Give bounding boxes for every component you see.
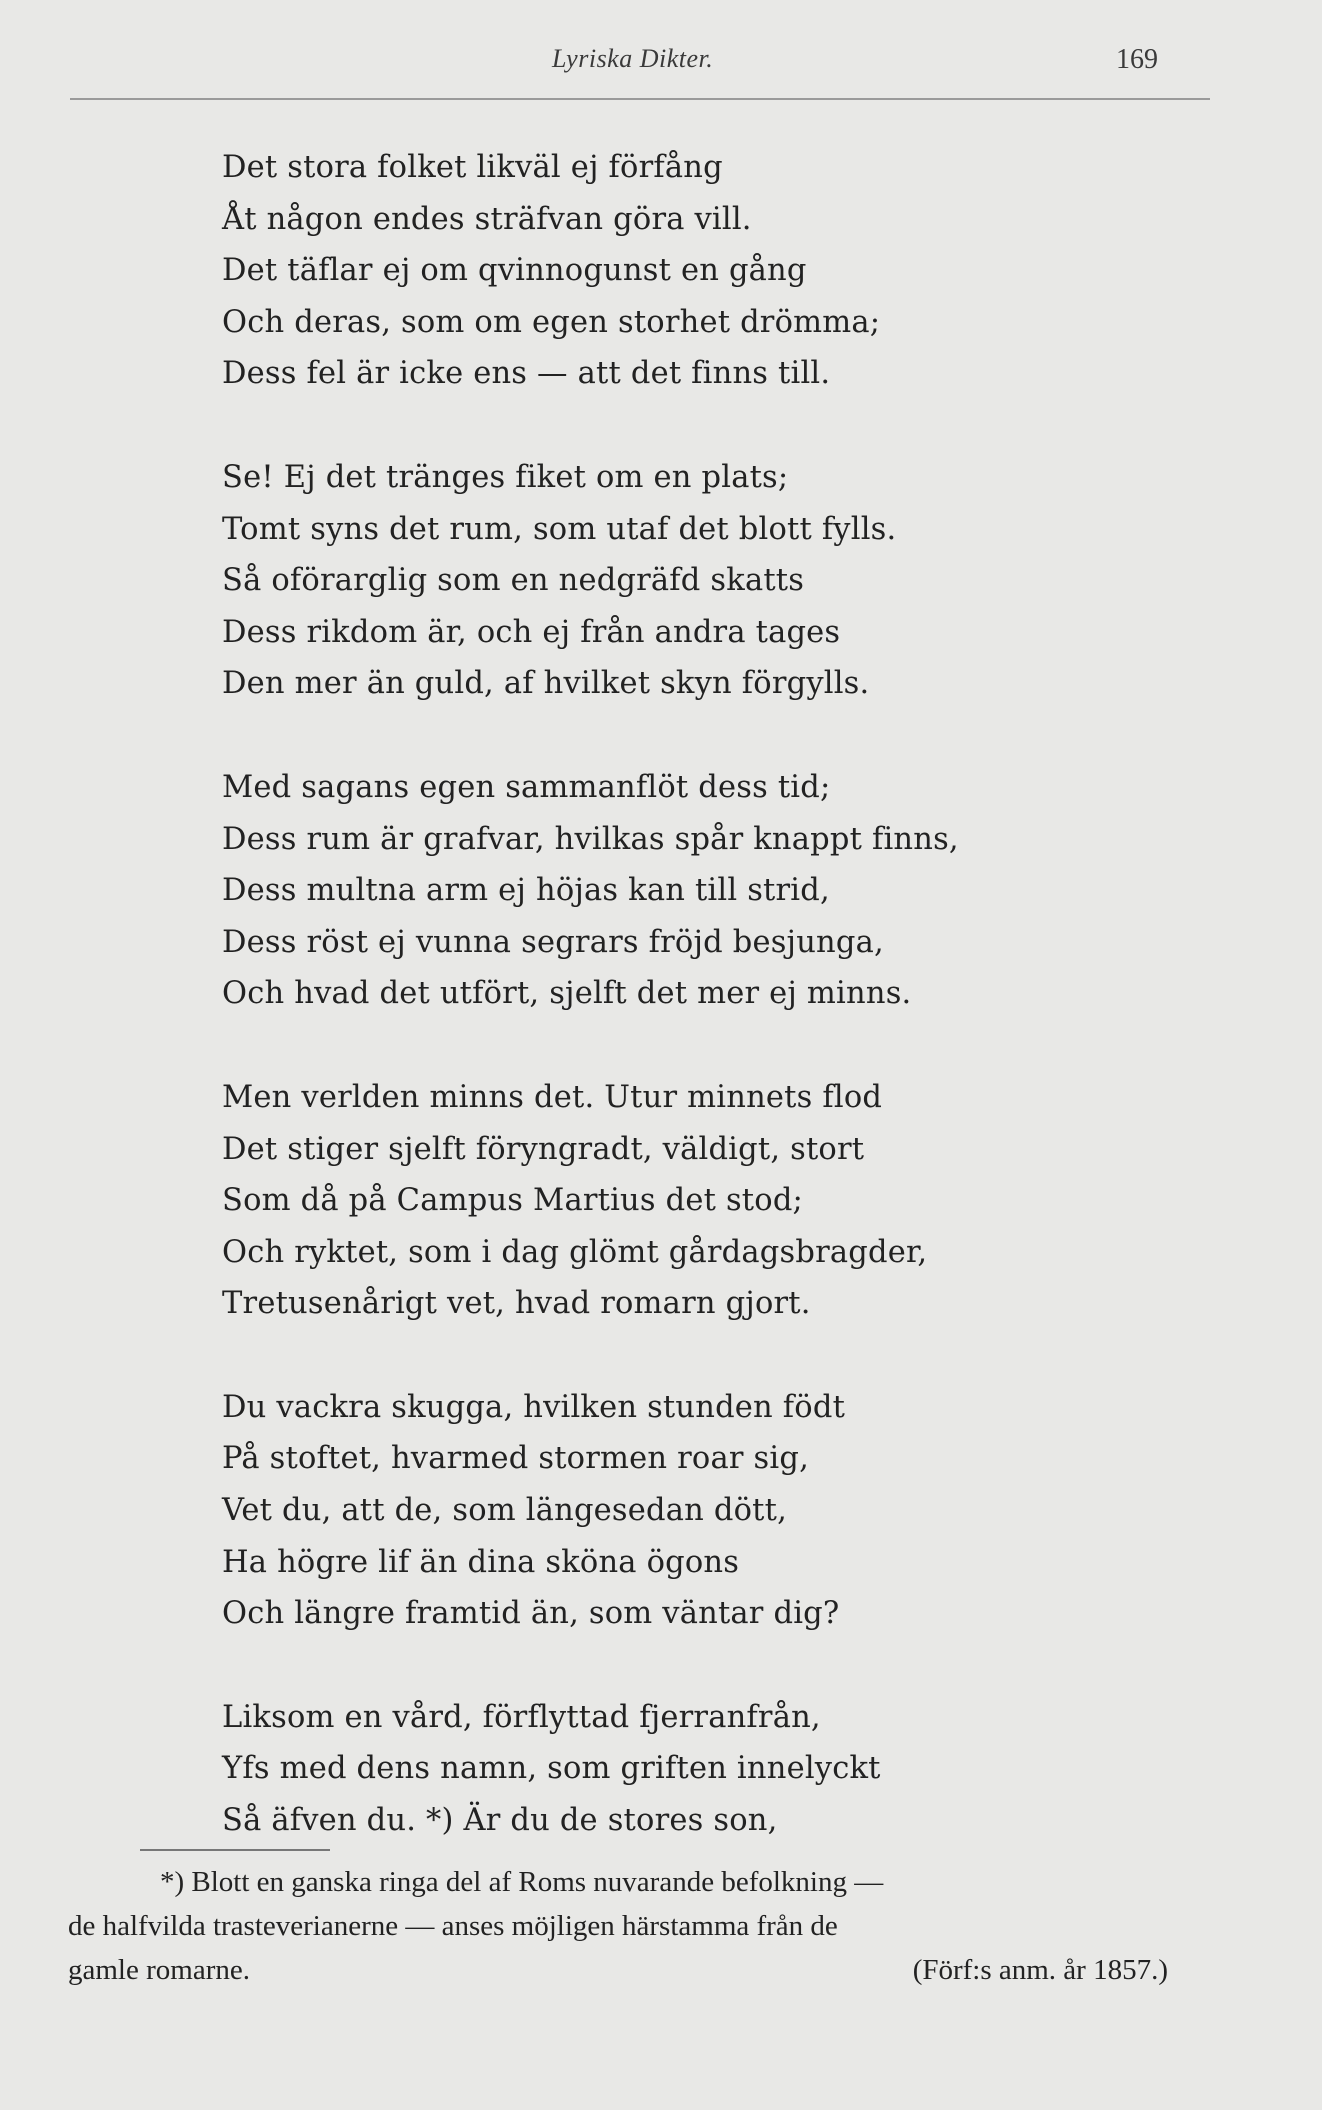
footnote-rule	[140, 1849, 330, 1851]
verse-line: Det täflar ej om qvinnogunst en gång	[222, 253, 807, 289]
verse-line: Dess rum är grafvar, hvilkas spår knappt finns,	[222, 821, 959, 857]
header-rule	[70, 98, 1210, 100]
stanza	[222, 142, 1222, 400]
verse-line: Så äfven du. *) Är du de stores son,	[222, 1803, 778, 1839]
verse-line: Åt någon endes sträfvan göra vill.	[222, 201, 752, 237]
verse-line: Se! Ej det tränges fiket om en plats;	[222, 459, 789, 495]
verse-line: Den mer än guld, af hvilket skyn förgylls.	[222, 666, 870, 702]
verse-line: Och deras, som om egen storhet drömma;	[222, 304, 881, 340]
running-title: Lyriska Dikter.	[552, 44, 714, 73]
footnote-line	[68, 1948, 1168, 1992]
verse-line: Och ryktet, som i dag glömt gårdagsbragder,	[222, 1234, 928, 1270]
verse-line: Dess rikdom är, och ej från andra tages	[222, 614, 841, 650]
stanza	[222, 1072, 1222, 1330]
verse-line: Vet du, att de, som längesedan dött,	[222, 1493, 787, 1529]
footnote-line: de halfvilda trasteverianerne — anses möjligen härstamma från de	[68, 1910, 838, 1942]
verse-line: Yfs med dens namn, som griften innelyckt	[222, 1751, 881, 1787]
verse-line: Dess multna arm ej höjas kan till strid,	[222, 873, 830, 909]
poem	[222, 142, 1222, 1899]
stanza	[222, 1382, 1222, 1640]
stanza	[222, 1692, 1222, 1847]
verse-line: Men verlden minns det. Utur minnets flod	[222, 1079, 883, 1115]
running-head	[0, 44, 1322, 84]
footnote-attribution: (Förf:s anm. år 1857.)	[912, 1954, 1168, 1986]
verse-line: Tretusenårigt vet, hvad romarn gjort.	[222, 1286, 811, 1322]
verse-line: Och hvad det utfört, sjelft det mer ej minns.	[222, 976, 912, 1012]
verse-line: Dess fel är icke ens — att det finns till.	[222, 356, 831, 392]
verse-line: Så oförarglig som en nedgräfd skatts	[222, 563, 805, 599]
verse-line: Som då på Campus Martius det stod;	[222, 1183, 804, 1219]
footnote-line: *) Blott en ganska ringa del af Roms nuvarande befolkning —	[160, 1866, 884, 1898]
verse-line: Det stiger sjelft föryngradt, väldigt, stort	[222, 1131, 865, 1167]
stanza	[222, 762, 1222, 1020]
verse-line: Och längre framtid än, som väntar dig?	[222, 1596, 840, 1632]
verse-line: Det stora folket likväl ej förfång	[222, 150, 723, 185]
verse-line: Du vackra skugga, hvilken stunden födt	[222, 1389, 846, 1425]
verse-line: Liksom en vård, förflyttad fjerranfrån,	[222, 1699, 821, 1735]
footnote-text: gamle romarne.	[68, 1954, 250, 1986]
verse-line: Ha högre lif än dina sköna ögons	[222, 1544, 740, 1580]
page-number: 169	[1116, 44, 1158, 75]
verse-line: På stoftet, hvarmed stormen roar sig,	[222, 1441, 809, 1477]
footnote	[68, 1860, 1208, 1992]
verse-line: Dess röst ej vunna segrars fröjd besjunga,	[222, 924, 884, 960]
verse-line: Med sagans egen sammanflöt dess tid;	[222, 769, 831, 805]
verse-line: Tomt syns det rum, som utaf det blott fylls.	[222, 511, 897, 547]
stanza	[222, 452, 1222, 710]
